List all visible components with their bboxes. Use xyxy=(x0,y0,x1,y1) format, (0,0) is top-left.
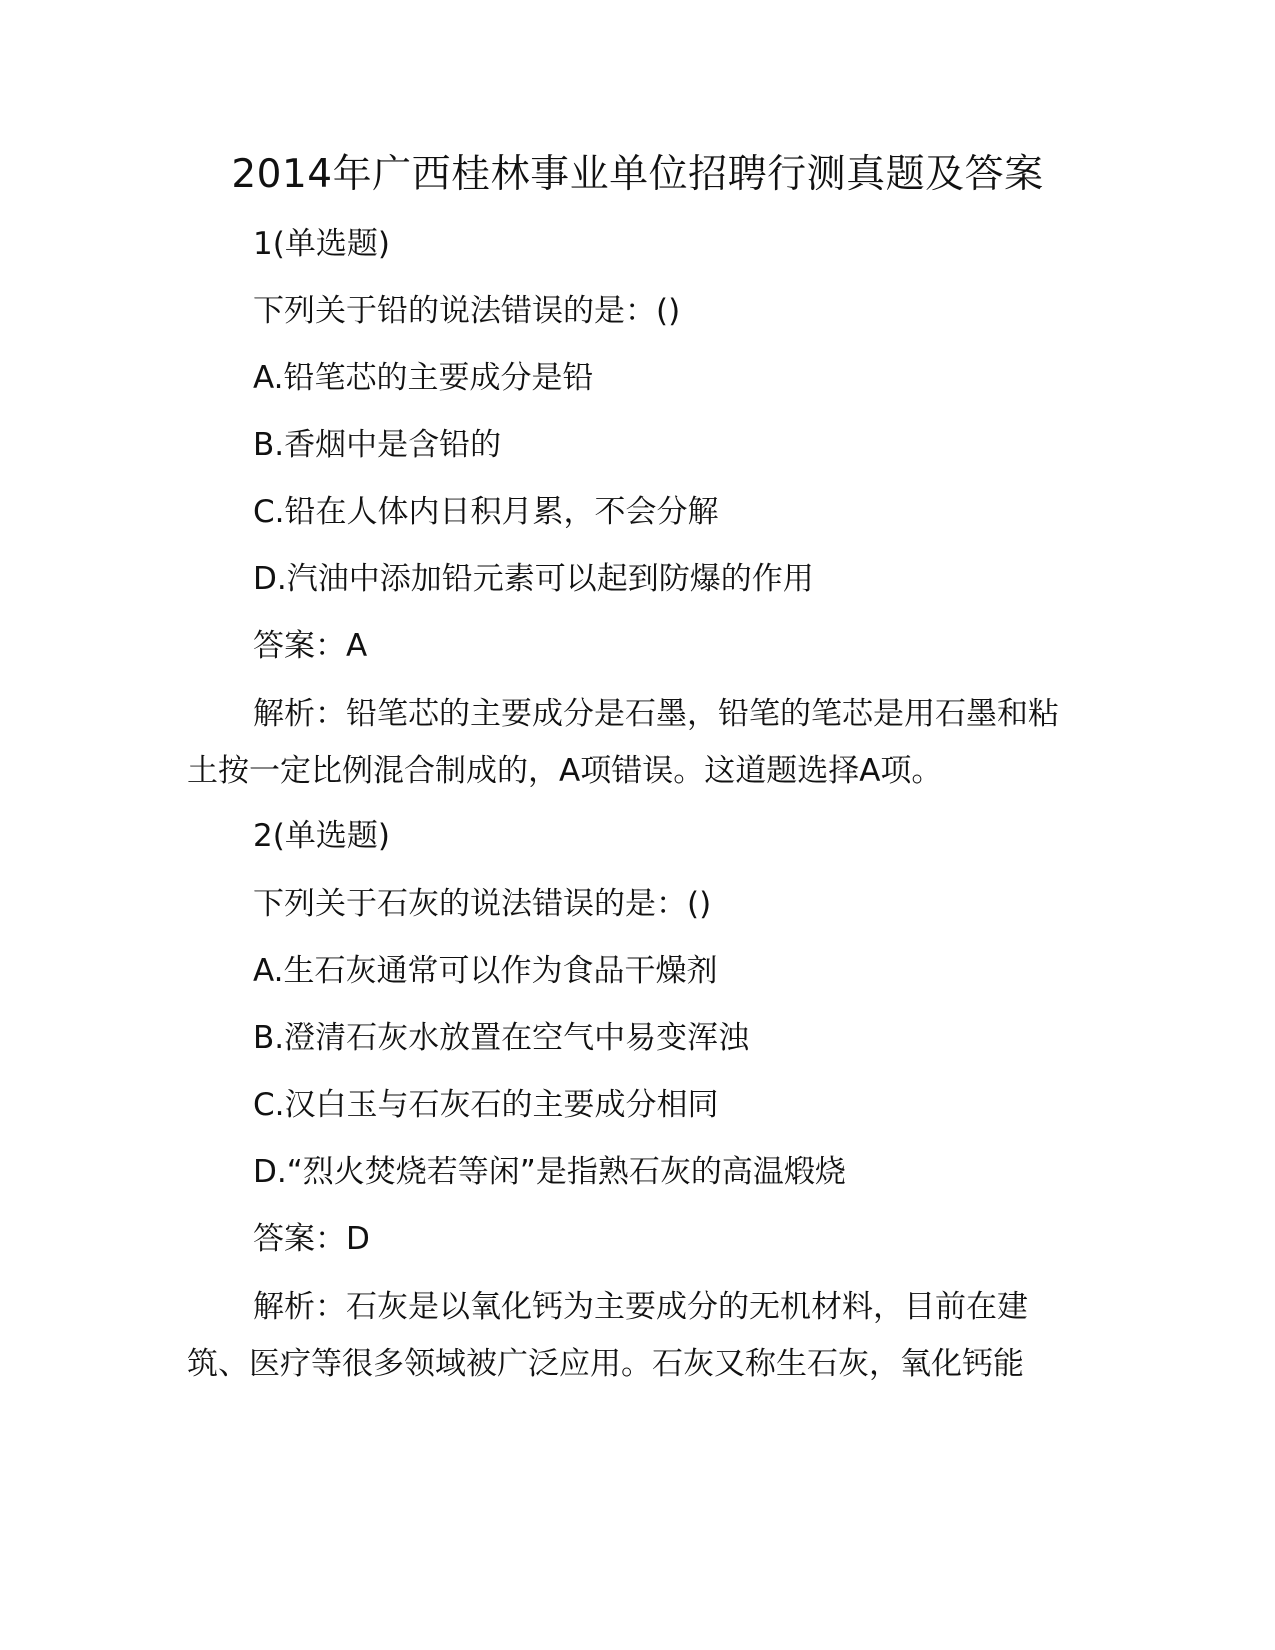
document-title: 2014年广西桂林事业单位招聘行测真题及答案 xyxy=(231,152,1044,197)
answer: 答案：A xyxy=(253,628,368,664)
option-b: B.澄清石灰水放置在空气中易变浑浊 xyxy=(253,1020,750,1056)
option-c: C.铅在人体内日积月累，不会分解 xyxy=(253,494,719,530)
option-a: A.生石灰通常可以作为食品干燥剂 xyxy=(253,953,718,989)
question-number: 2(单选题) xyxy=(253,818,390,854)
analysis: 解析：石灰是以氧化钙为主要成分的无机材料，目前在建筑、医疗等很多领域被广泛应用。石灰又称生石灰，氧化钙能 xyxy=(187,1289,1028,1382)
option-d: D.汽油中添加铅元素可以起到防爆的作用 xyxy=(253,561,814,597)
question-number: 1(单选题) xyxy=(253,226,390,262)
option-a: A.铅笔芯的主要成分是铅 xyxy=(253,360,594,396)
option-c: C.汉白玉与石灰石的主要成分相同 xyxy=(253,1087,719,1123)
answer: 答案：D xyxy=(253,1221,370,1257)
analysis: 解析：铅笔芯的主要成分是石墨，铅笔的笔芯是用石墨和粘土按一定比例混合制成的，A项错误。这道题选择A项。 xyxy=(187,696,1059,789)
option-d: D.“烈火焚烧若等闲”是指熟石灰的高温煅烧 xyxy=(253,1154,846,1190)
question-stem: 下列关于石灰的说法错误的是：() xyxy=(253,886,712,922)
option-b: B.香烟中是含铅的 xyxy=(253,427,502,463)
question-stem: 下列关于铅的说法错误的是：() xyxy=(253,293,681,329)
